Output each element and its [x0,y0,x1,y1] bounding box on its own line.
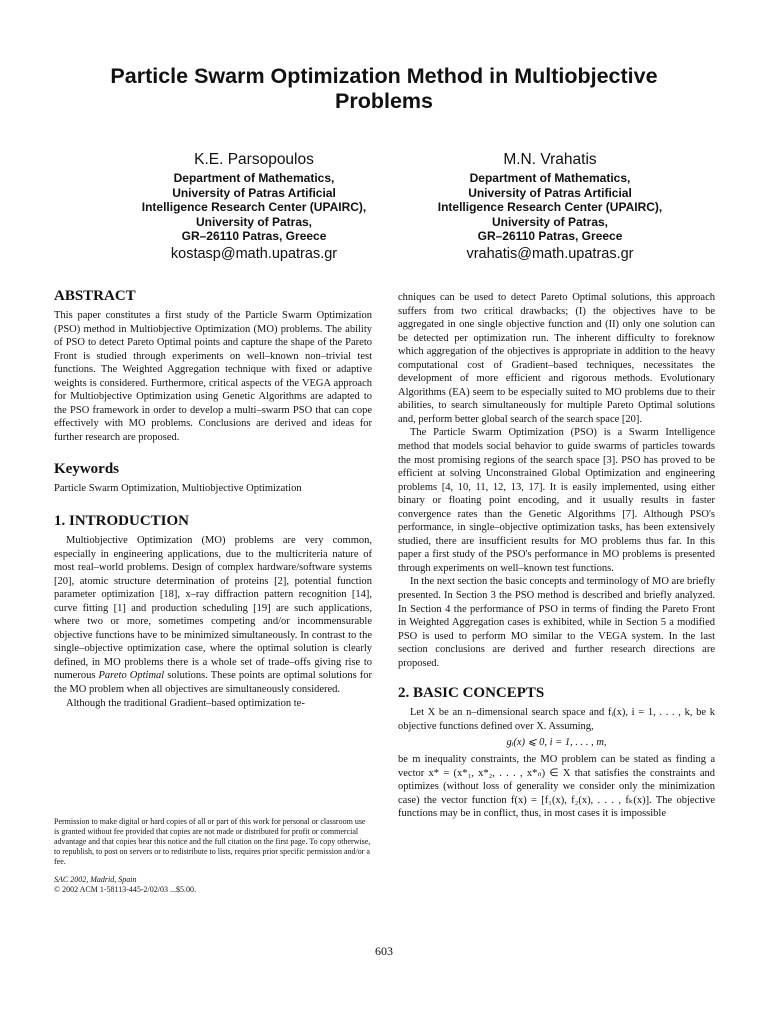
author-block-1 [104,150,404,264]
author-affiliation-line: GR–26110 Patras, Greece [181,229,327,243]
right-paragraph-1: chniques can be used to detect Pareto Optimal solutions, this approach suffers from two critical drawbacks; (I) the objectives have to be aggregated in one single objective function and (II) only one solution can be detected per optimization run. The inherent difficulty to foreknow which aggregation of the objectives is appropriate in addition to the heavy computational cost of Gradient–based techniques, necessitates the development of more efficient and rigorous methods. Evolutionary Algorithms (EA) seem to be especially suited to MO problems due to their abilities, to search simultaneously for multiple Pareto Optimal solutions and, perform better global search of the search space [20]. [398,292,715,425]
author-affiliation-line: University of Patras Artificial [172,185,336,200]
author-block-2 [400,150,700,264]
intro-text-b: solutions. These points are optimal solutions for the MO problem when all objectives are simultaneously considered. [54,670,373,696]
intro-paragraph-1 [54,534,372,697]
author-name: K.E. Parsopoulos [194,151,314,168]
introduction-heading: 1. INTRODUCTION [54,513,190,530]
author-affiliation-line: Department of Mathematics, [469,171,631,185]
copyright-footnote [54,817,372,895]
author-affiliation-line: Department of Mathematics, [173,171,335,185]
author-email: vrahatis@math.upatras.gr [466,245,634,262]
author-affiliation-line: University of Patras, [491,214,609,229]
basic-concepts-heading: 2. BASIC CONCEPTS [398,685,545,702]
author-name: M.N. Vrahatis [503,151,597,168]
right-paragraph-2: The Particle Swarm Optimization (PSO) is a Swarm Intelligence method that models social behavior to guide swarms of particles towards the most promising regions of the search space [3]. PSO has proved to be efficient at solving Unconstrained Global Optimization and engineering problems [4, 10, 11, 12, 13, 17]. It is easily implemented, using either binary or floating point encoding, and it usually results in faster convergence rates than the Genetic Algorithms [7]. Although PSO's performance, in single–objective optimization tasks, has been extensively studied, there are insufficient results for MO problems thus far. In this paper a first study of the PSO's performance in MO problems is presented through experiments on well–known test functions. [398,427,715,574]
title-line-1: Particle Swarm Optimization Method in Multiobjective [110,64,658,88]
abstract-heading: ABSTRACT [54,288,136,304]
author-affiliation-line: Intelligence Research Center (UPAIRC), [437,200,663,214]
intro-text-a: Multiobjective Optimization (MO) problems are very common, especially in engineering applications, due to the multicriteria nature of most real–world problems. Design of complex hardware/software systems [20], atomic structure determination of proteins [2], potential function parameter optimization [18], x–ray diffraction pattern recognition [14], curve fitting [1] and production scheduling [19] are such applications, where two or more, sometimes competing and/or incommensurable objective functions have to be minimized simultaneously. In contrast to the single–objective optimization case, where the optimal solution is clearly defined, in MO problems there is a whole set of trade–offs giving rise to numerous [54,535,372,682]
author-affiliation-line: University of Patras, [195,214,313,229]
constraint-formula: gᵢ(x) ⩽ 0, i = 1, . . . , m, [506,737,607,749]
intro-paragraph-2: Although the traditional Gradient–based optimization te- [66,697,305,709]
permission-notice: Permission to make digital or hard copies of all or part of this work for personal or classroom use is granted without fee provided that copies are not made or distributed for profit or commercial advantage and that copies bear this notice and the full citation on the first page. To copy otherwise, to republish, to post on servers or to redistribute to lists, requires prior specific permission and/or a fee. [54,817,371,866]
left-column [54,287,372,710]
basic-concepts-paragraph-2: be m inequality constraints, the MO problem can be stated as finding a vector x* = (x*₁, x*₂, . . . , x*ₙ) ∈ X that satisfies the constraints and optimizes (without loss of generality we consider only the minimization case) the vector function f(x) = [f₁(x), f₂(x), . . . , fₖ(x)]. The objective functions may be in conflict, thus, in most cases it is impossible [398,753,715,820]
right-paragraph-3: In the next section the basic concepts and terminology of MO are briefly presented. In Section 3 the PSO method is described and briefly analyzed. In Section 4 the performance of PSO in terms of finding the Pareto Front in Weighted Aggregation cases is exhibited, while in Section 5 a modified PSO is used to perform MO similar to the VEGA system. In the last section conclusions are derived and further research directions are proposed. [398,576,715,669]
keywords-heading: Keywords [54,461,119,478]
basic-concepts-paragraph-1: Let X be an n–dimensional search space and fᵢ(x), i = 1, . . . , k, be k objective functions defined over X. Assuming, [398,707,715,732]
author-affiliation-line: Intelligence Research Center (UPAIRC), [141,200,367,214]
author-affiliation-line: GR–26110 Patras, Greece [477,229,623,243]
right-column [398,291,715,821]
author-email: kostasp@math.upatras.gr [170,245,338,262]
intro-emphasis: Pareto Optimal [98,670,165,682]
keywords-text: Particle Swarm Optimization, Multiobjective Optimization [54,483,302,495]
author-affiliation-line: University of Patras Artificial [468,185,632,200]
title-line-2: Problems [335,89,433,113]
conference-line: SAC 2002, Madrid, Spain [54,875,137,884]
paper-title [40,64,728,114]
copyright-line: © 2002 ACM 1-58113-445-2/02/03 ...$5.00. [54,885,197,894]
page-number: 603 [375,944,393,958]
abstract-text: This paper constitutes a first study of the Particle Swarm Optimization (PSO) method in Multiobjective Optimization (MO) problems. The ability of PSO to detect Pareto Optimal points and capture the shape of the Pareto Front is studied through experiments on well–known non–trivial test functions. The Weighted Aggregation technique with fixed or adaptive weights is considered. Furthermore, critical aspects of the VEGA approach for Multiobjective Optimization using Genetic Algorithms are adapted to the PSO framework in order to develop a multi–swarm PSO that can cope effectively with MO problems. Conclusions are derived and ideas for further research are proposed. [54,310,372,443]
